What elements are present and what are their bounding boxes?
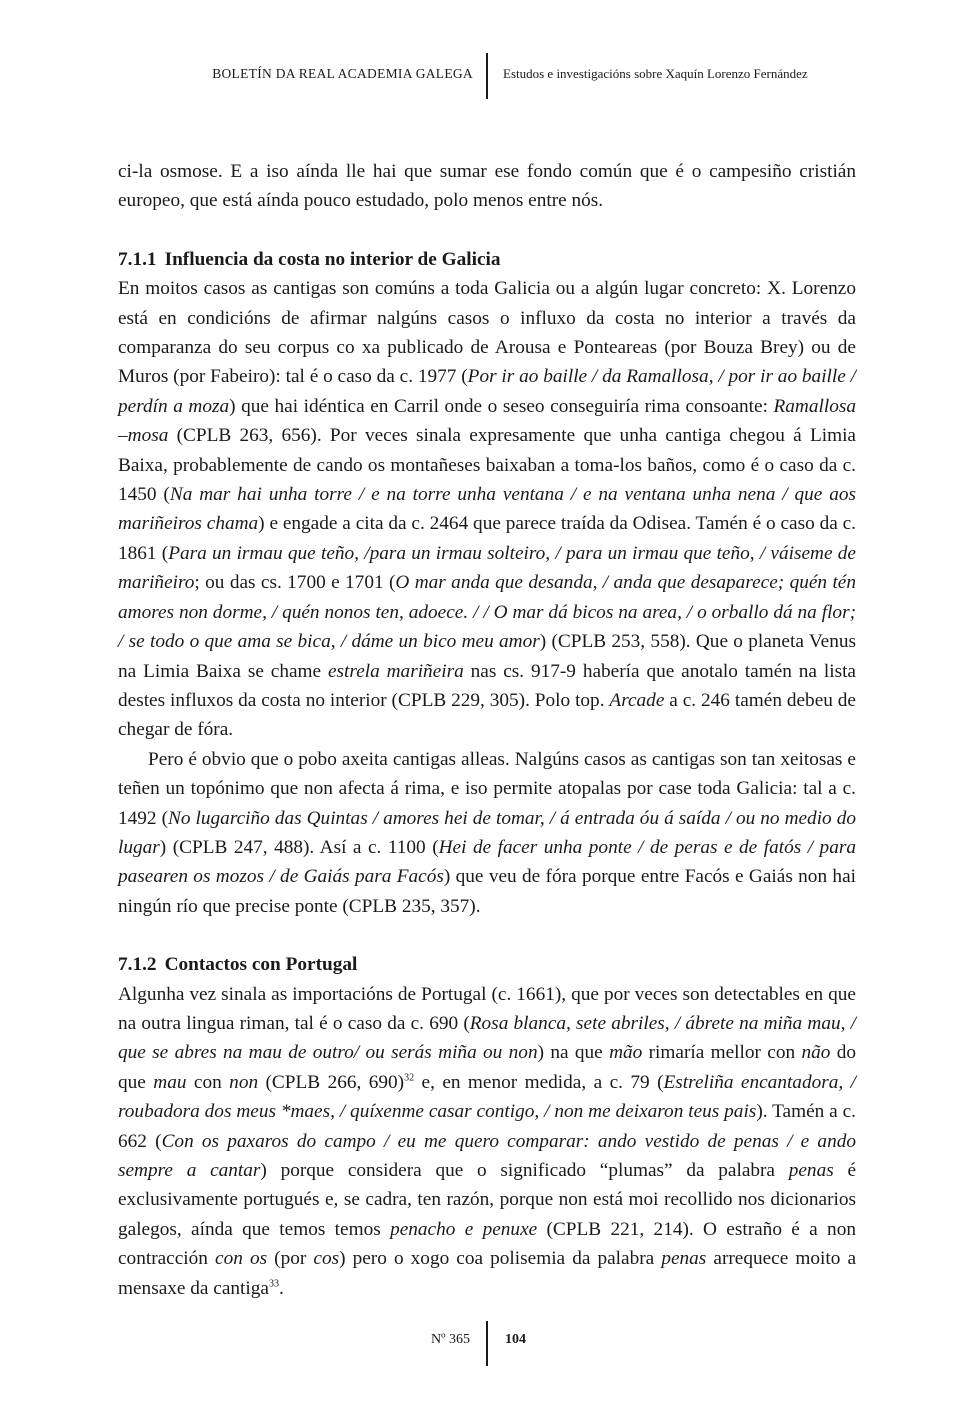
header-divider: [486, 53, 488, 99]
section-title: Contactos con Portugal: [164, 954, 358, 976]
italic-quote: Por ir ao baille / da Ramallosa, / por ir ao baille / perdín a moza: [118, 366, 856, 417]
italic-quote: Ramallosa –mosa: [118, 395, 856, 447]
footnote-ref[interactable]: 32: [404, 1072, 415, 1084]
italic-quote: Rosa blanca, sete abriles, / ábrete na miña mau, / que se abres na mau de outro/ ou serás miña ou non: [118, 1012, 856, 1064]
article-body: [118, 157, 856, 1303]
italic-quote: mau: [153, 1071, 187, 1093]
paragraph: Algunha vez sinala as importacións de Portugal (c. 1661), que por veces son detectables en que na outra lingua riman, tal é o caso da c. 690 (Rosa blanca, sete abriles, / ábrete na miña mau, / que se abres na mau de outro/ ou serás miña ou non) na que mão rimaría mellor con não do que mau con non (CPLB 266, 690)$^{32}$ e, en menor medida, a c. 79 (Estreliña encantadora, / roubadora dos meus *maes, / quíxenme casar contigo, / non me deixaron teus pais). Tamén a c. 662 (Con os paxaros do campo / eu me quero comparar: ando vestido de penas / e ando sempre a cantar) porque considera que o significado “plumas” da palabra penas é exclusivamente portugués e, se cadra, ten razón, porque non está moi recollido nos dicionarios galegos, aínda que temos temos penacho e penuxe (CPLB 221, 214). O estraño é a non contracción con os (por cos) pero o xogo coa polisemia da palabra penas arrequece moito a mensaxe da cantiga$^{33}$.: [118, 983, 857, 1299]
paragraph: Pero é obvio que o pobo axeita cantigas alleas. Nalgúns casos as cantigas son tan xeitosas e teñen un topónimo que non afecta á rima, e iso permite atopalas por case toda Galicia: tal a c. 1492 (No lugarciño das Quintas / amores hei de tomar, / á entrada óu á saída / ou no medio do lugar) (CPLB 247, 488). Así a c. 1100 (Hei de facer unha ponte / de peras e de fatós / para pasearen os mozos / de Gaiás para Facós) que veu de fóra porque entre Facós e Gaiás non hai ningún río que precise ponte (CPLB 235, 357).: [118, 748, 856, 917]
italic-quote: con os: [215, 1248, 268, 1270]
italic-quote: mão: [609, 1042, 643, 1064]
italic-quote: cos: [313, 1248, 340, 1270]
issue-number: Nº 365: [431, 1332, 470, 1347]
paragraph: En moitos casos as cantigas son comúns a toda Galicia ou a algún lugar concreto: X. Lorenzo está en condicións de afirmar nalgúns casos o influxo da costa no interior a través da comparanza do seu corpus co xa publicado de Arousa e Ponteareas (por Bouza Brey) ou de Muros (por Fabeiro): tal é o caso da c. 1977 (Por ir ao baille / da Ramallosa, / por ir ao baille / perdín a moza) que hai idéntica en Carril onde o seseo conseguiría rima consoante: Ramallosa –mosa (CPLB 263, 656). Por veces sinala expresamente que unha cantiga chegou á Limia Baixa, probablemente de cando os montañeses baixaban a toma-los baños, como é o caso da c. 1450 (Na mar hai unha torre / e na torre unha ventana / e na ventana unha nena / que aos mariñeiros chama) e engade a cita da c. 2464 que parece traída da Odisea. Tamén é o caso da c. 1861 (Para un irmau que teño, /para un irmau solteiro, / para un irmau que teño, / váiseme de mariñeiro; ou das cs. 1700 e 1701 (O mar anda que desanda, / anda que desaparece; quén tén amores non dorme, / quén nonos ten, adoece. / / O mar dá bicos na area, / o orballo dá na flor; / se todo o que ama se bica, / dáme un bico meu amor) (CPLB 253, 558). Que o planeta Venus na Limia Baixa se chame estrela mariñeira nas cs. 917-9 habería que anotalo tamén na lista destes influxos da costa no interior (CPLB 229, 305). Polo top. Arcade a c. 246 tamén debeu de chegar de fóra.: [118, 278, 857, 741]
italic-quote: Hei de facer unha ponte / de peras e de fatós / para pasearen os mozos / de Gaiás para Facós: [118, 836, 856, 888]
italic-quote: No lugarciño das Quintas / amores hei de tomar, / á entrada óu á saída / ou no medio do lugar: [118, 807, 856, 858]
italic-quote: Na mar hai unha torre / e na torre unha ventana / e na ventana unha nena / que aos mariñeiros chama: [118, 484, 856, 535]
italic-quote: O mar anda que desanda, / anda que desaparece; quén tén amores non dorme, / quén nonos ten, adoece. / / O mar dá bicos na area, / o orballo dá na flor; / se todo o que ama se bica, / dáme un bico meu amor: [118, 572, 857, 653]
page-number: 104: [505, 1332, 526, 1347]
italic-quote: Arcade: [609, 689, 665, 711]
italic-quote: penas: [661, 1248, 707, 1270]
section-title: Influencia da costa no interior de Galicia: [164, 248, 501, 270]
italic-quote: penacho e penuxe: [390, 1218, 538, 1240]
running-footer: [0, 1315, 975, 1365]
running-header: [0, 53, 975, 101]
section-number: 7.1.2: [118, 954, 157, 976]
italic-quote: Estreliña encantadora, / roubadora dos meus *maes, / quíxenme casar contigo, / non me deixaron teus pais: [118, 1071, 856, 1123]
italic-quote: estrela mariñeira: [327, 660, 464, 682]
italic-quote: não: [801, 1042, 831, 1064]
footer-divider: [486, 1321, 488, 1366]
italic-quote: non: [229, 1071, 259, 1093]
section-heading-711: [118, 245, 856, 274]
intro-paragraph: ci-la osmose. E a iso aínda lle hai que sumar ese fondo común que é o campesiño cristián europeo, que está aínda pouco estudado, polo menos entre nós.: [118, 161, 856, 212]
italic-quote: Con os paxaros do campo / eu me quero comparar: ando vestido de penas / e ando sempre a cantar: [118, 1130, 856, 1181]
section-heading-712: [118, 950, 856, 979]
journal-title: BOLETÍN DA REAL ACADEMIA GALEGA: [212, 66, 473, 81]
italic-quote: penas: [788, 1160, 834, 1181]
section-title: Estudos e investigacións sobre Xaquín Lorenzo Fernández: [503, 66, 808, 81]
footnote-ref[interactable]: 33: [268, 1278, 279, 1290]
italic-quote: Para un irmau que teño, /para un irmau solteiro, / para un irmau que teño, / váiseme de mariñeiro: [118, 542, 856, 594]
section-number: 7.1.1: [118, 248, 157, 270]
